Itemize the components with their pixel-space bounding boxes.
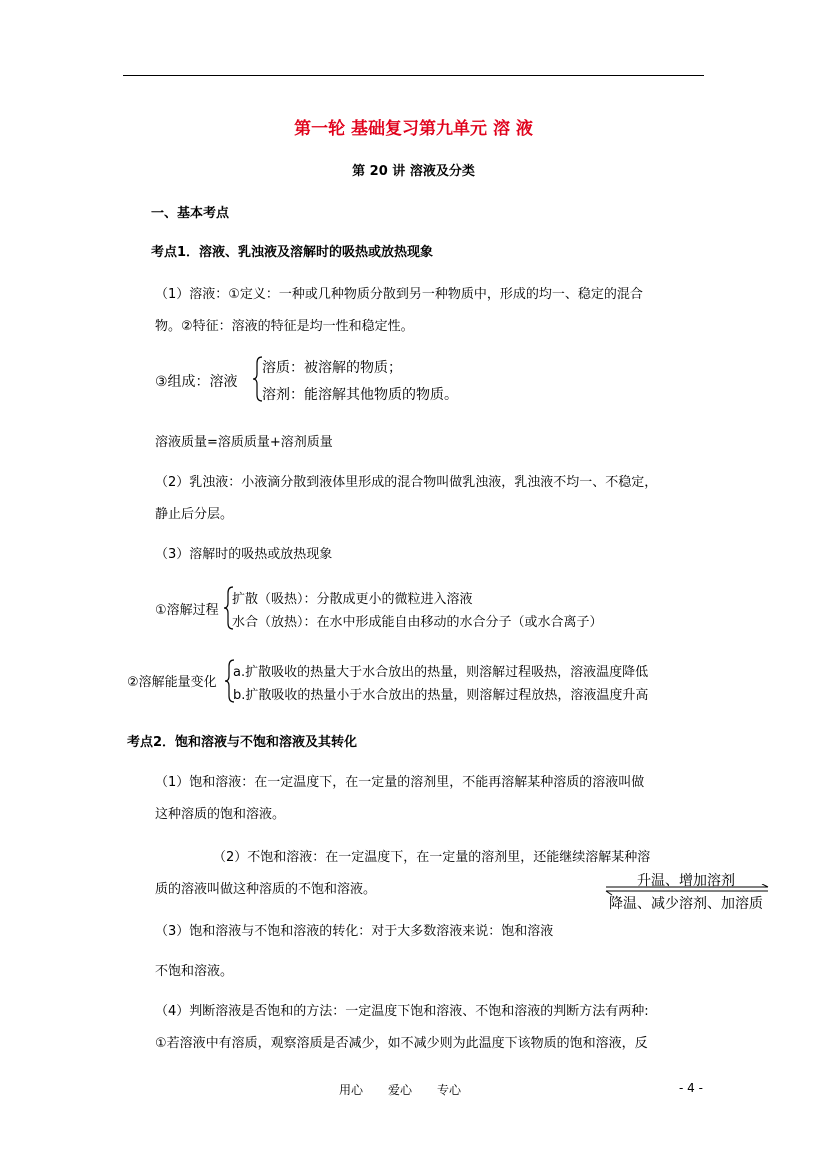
footer-motto-3: 专心 (437, 1083, 462, 1097)
kp1-heading: 考点1．溶液、乳浊液及溶解时的吸热或放热现象 (151, 245, 434, 260)
judge-method-line1: （4）判断溶液是否饱和的方法：一定温度下饱和溶液、不饱和溶液的判断方法有两种: (155, 1004, 649, 1019)
header-rule (123, 75, 704, 76)
arrow-top-label: 升温、增加溶剂 (637, 873, 735, 889)
energy-case-b: b.扩散吸收的热量小于水合放出的热量，则溶解过程放热，溶液温度升高 (233, 688, 649, 703)
judge-method-line2: ①若溶液中有溶质，观察溶质是否减少，如不减少则为此温度下该物质的饱和溶液，反 (155, 1036, 648, 1051)
dissolve-diffusion: 扩散（吸热）：分散成更小的微粒进入溶液 (232, 592, 473, 607)
dissolve-hydration: 水合（放热）：在水中形成能自由移动的水合分子（或水合离子） (232, 615, 603, 630)
footer-motto-1: 用心 (339, 1083, 364, 1097)
arrow-bottom-label: 降温、减少溶剂、加溶质 (609, 896, 763, 912)
composition-solvent: 溶剂：能溶解其他物质的物质。 (262, 387, 458, 403)
unsaturated-definition-line1: （2）不饱和溶液：在一定温度下，在一定量的溶剂里，还能继续溶解某种溶 (213, 850, 651, 865)
composition-prefix: ③组成：溶液 (155, 374, 238, 390)
heat-phenomena-heading: （3）溶解时的吸热或放热现象 (155, 547, 333, 562)
kp2-heading: 考点2．饱和溶液与不饱和溶液及其转化 (127, 735, 358, 750)
footer-motto-2: 爱心 (388, 1083, 413, 1097)
composition-solute: 溶质：被溶解的物质； (262, 360, 402, 376)
lecture-subtitle: 第 20 讲 溶液及分类 (352, 164, 475, 179)
unsaturated-definition-line2: 质的溶液叫做这种溶质的不饱和溶液。 (155, 882, 377, 897)
mass-formula: 溶液质量=溶质质量+溶剂质量 (155, 435, 333, 450)
solution-definition-line2: 物。②特征：溶液的特征是均一性和稳定性。 (155, 319, 414, 334)
document-title: 第一轮 基础复习第九单元 溶 液 (294, 119, 533, 139)
emulsion-line2: 静止后分层。 (155, 507, 234, 522)
section-heading: 一、基本考点 (151, 206, 230, 221)
energy-case-a: a.扩散吸收的热量大于水合放出的热量，则溶解过程吸热，溶液温度降低 (233, 665, 649, 680)
page-number: - 4 - (679, 1081, 703, 1095)
conversion-line1: （3）饱和溶液与不饱和溶液的转化：对于大多数溶液来说：饱和溶液 (155, 924, 554, 939)
emulsion-line1: （2）乳浊液：小液滴分散到液体里形成的混合物叫做乳浊液，乳浊液不均一、不稳定， (155, 475, 658, 490)
solution-definition-line1: （1）溶液：①定义：一种或几种物质分散到另一种物质中，形成的均一、稳定的混合 (155, 287, 643, 302)
energy-prefix: ②溶解能量变化 (127, 675, 217, 690)
saturated-definition-line2: 这种溶质的饱和溶液。 (155, 807, 286, 822)
dissolve-prefix: ①溶解过程 (155, 603, 219, 618)
saturated-definition-line1: （1）饱和溶液：在一定温度下，在一定量的溶剂里，不能再溶解某种溶质的溶液叫做 (155, 775, 645, 790)
conversion-line2: 不饱和溶液。 (155, 964, 234, 979)
